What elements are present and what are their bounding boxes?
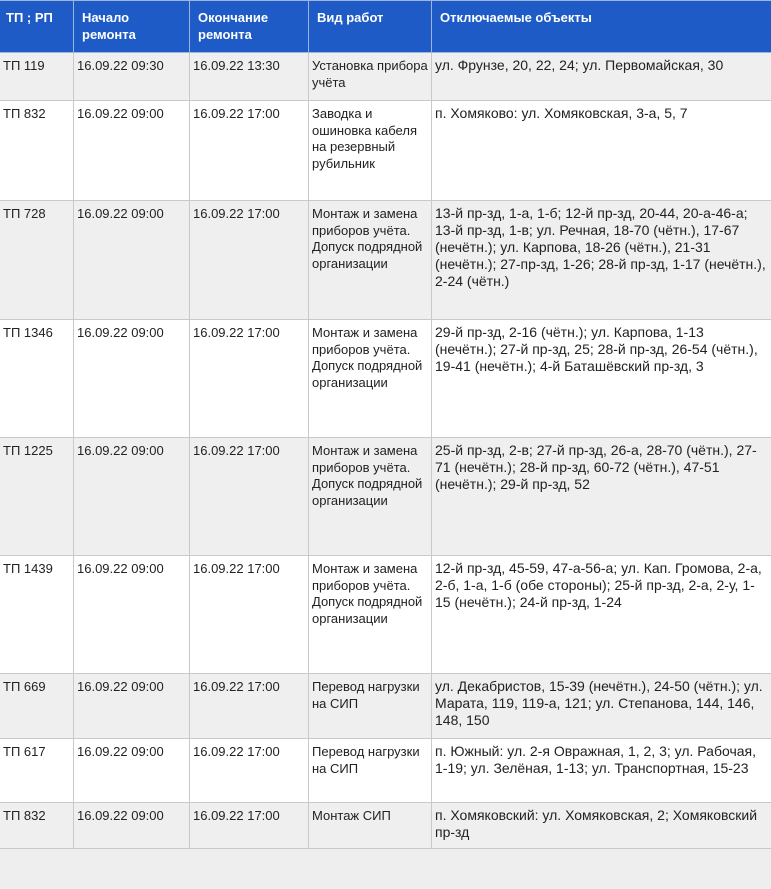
cell-objects: п. Хомяковский: ул. Хомяковская, 2; Хомяковский пр-зд	[432, 803, 771, 849]
table-row	[0, 674, 771, 739]
cell-tp: ТП 728	[0, 201, 74, 320]
cell-work: Монтаж СИП	[309, 803, 432, 849]
cell-objects: ул. Декабристов, 15-39 (нечётн.), 24-50 (чётн.); ул. Марата, 119, 119-а, 121; ул. Степанова, 144, 146, 148, 150	[432, 674, 771, 739]
cell-end: 16.09.22 17:00	[190, 803, 309, 849]
cell-start: 16.09.22 09:00	[74, 739, 190, 803]
cell-end: 16.09.22 17:00	[190, 320, 309, 438]
cell-start: 16.09.22 09:00	[74, 674, 190, 739]
cell-work: Монтаж и замена приборов учёта. Допуск подрядной организации	[309, 438, 432, 556]
cell-start: 16.09.22 09:00	[74, 438, 190, 556]
cell-work: Установка прибора учёта	[309, 53, 432, 101]
cell-end: 16.09.22 17:00	[190, 201, 309, 320]
table-row	[0, 556, 771, 674]
cell-tp: ТП 1346	[0, 320, 74, 438]
header-end: Окончание ремонта	[190, 1, 309, 53]
cell-tp: ТП 832	[0, 101, 74, 201]
table-row	[0, 739, 771, 803]
cell-objects: ул. Фрунзе, 20, 22, 24; ул. Первомайская, 30	[432, 53, 771, 101]
cell-end: 16.09.22 17:00	[190, 739, 309, 803]
header-start: Начало ремонта	[74, 1, 190, 53]
cell-tp: ТП 617	[0, 739, 74, 803]
cell-work: Заводка и ошиновка кабеля на резервный рубильник	[309, 101, 432, 201]
table-row	[0, 53, 771, 101]
cell-end: 16.09.22 17:00	[190, 674, 309, 739]
cell-tp: ТП 119	[0, 53, 74, 101]
cell-work: Перевод нагрузки на СИП	[309, 739, 432, 803]
cell-start: 16.09.22 09:00	[74, 320, 190, 438]
cell-work: Монтаж и замена приборов учёта. Допуск подрядной организации	[309, 320, 432, 438]
table-header-row	[0, 1, 771, 53]
cell-start: 16.09.22 09:00	[74, 201, 190, 320]
cell-end: 16.09.22 17:00	[190, 556, 309, 674]
cell-objects: 12-й пр-зд, 45-59, 47-а-56-а; ул. Кап. Громова, 2-а, 2-б, 1-а, 1-б (обе стороны); 25-й пр-зд, 2-а, 2-у, 1-15 (нечётн.); 24-й пр-зд, 1-24	[432, 556, 771, 674]
cell-objects: 13-й пр-зд, 1-а, 1-б; 12-й пр-зд, 20-44, 20-а-46-а; 13-й пр-зд, 1-в; ул. Речная, 18-70 (чётн.), 17-67 (нечётн.); ул. Карпова, 18-26 (чётн.), 21-31 (нечётн.); 27-пр-зд, 1-26; 28-й пр-зд, 1-17 (нечётн.), 2-24 (чётн.)	[432, 201, 771, 320]
cell-end: 16.09.22 17:00	[190, 438, 309, 556]
cell-start: 16.09.22 09:00	[74, 101, 190, 201]
table-row	[0, 101, 771, 201]
cell-start: 16.09.22 09:30	[74, 53, 190, 101]
header-tp: ТП ; РП	[0, 1, 74, 53]
cell-objects: 29-й пр-зд, 2-16 (чётн.); ул. Карпова, 1-13 (нечётн.); 27-й пр-зд, 25; 28-й пр-зд, 26-54 (чётн.), 19-41 (нечётн.); 4-й Баташёвский пр-зд, 3	[432, 320, 771, 438]
table-row	[0, 803, 771, 849]
table-row	[0, 201, 771, 320]
table-row	[0, 438, 771, 556]
cell-end: 16.09.22 17:00	[190, 101, 309, 201]
cell-objects: п. Хомяково: ул. Хомяковская, 3-а, 5, 7	[432, 101, 771, 201]
cell-start: 16.09.22 09:00	[74, 556, 190, 674]
header-work: Вид работ	[309, 1, 432, 53]
cell-objects: п. Южный: ул. 2-я Овражная, 1, 2, 3; ул. Рабочая, 1-19; ул. Зелёная, 1-13; ул. Транспортная, 15-23	[432, 739, 771, 803]
table-row	[0, 320, 771, 438]
cell-work: Перевод нагрузки на СИП	[309, 674, 432, 739]
cell-end: 16.09.22 13:30	[190, 53, 309, 101]
cell-tp: ТП 1225	[0, 438, 74, 556]
header-objects: Отключаемые объекты	[432, 1, 771, 53]
cell-work: Монтаж и замена приборов учёта. Допуск подрядной организации	[309, 556, 432, 674]
cell-tp: ТП 1439	[0, 556, 74, 674]
cell-work: Монтаж и замена приборов учёта. Допуск подрядной организации	[309, 201, 432, 320]
cell-tp: ТП 832	[0, 803, 74, 849]
cell-start: 16.09.22 09:00	[74, 803, 190, 849]
cell-tp: ТП 669	[0, 674, 74, 739]
cell-objects: 25-й пр-зд, 2-в; 27-й пр-зд, 26-а, 28-70 (чётн.), 27-71 (нечётн.); 28-й пр-зд, 60-72 (чётн.), 47-51 (нечётн.); 29-й пр-зд, 52	[432, 438, 771, 556]
